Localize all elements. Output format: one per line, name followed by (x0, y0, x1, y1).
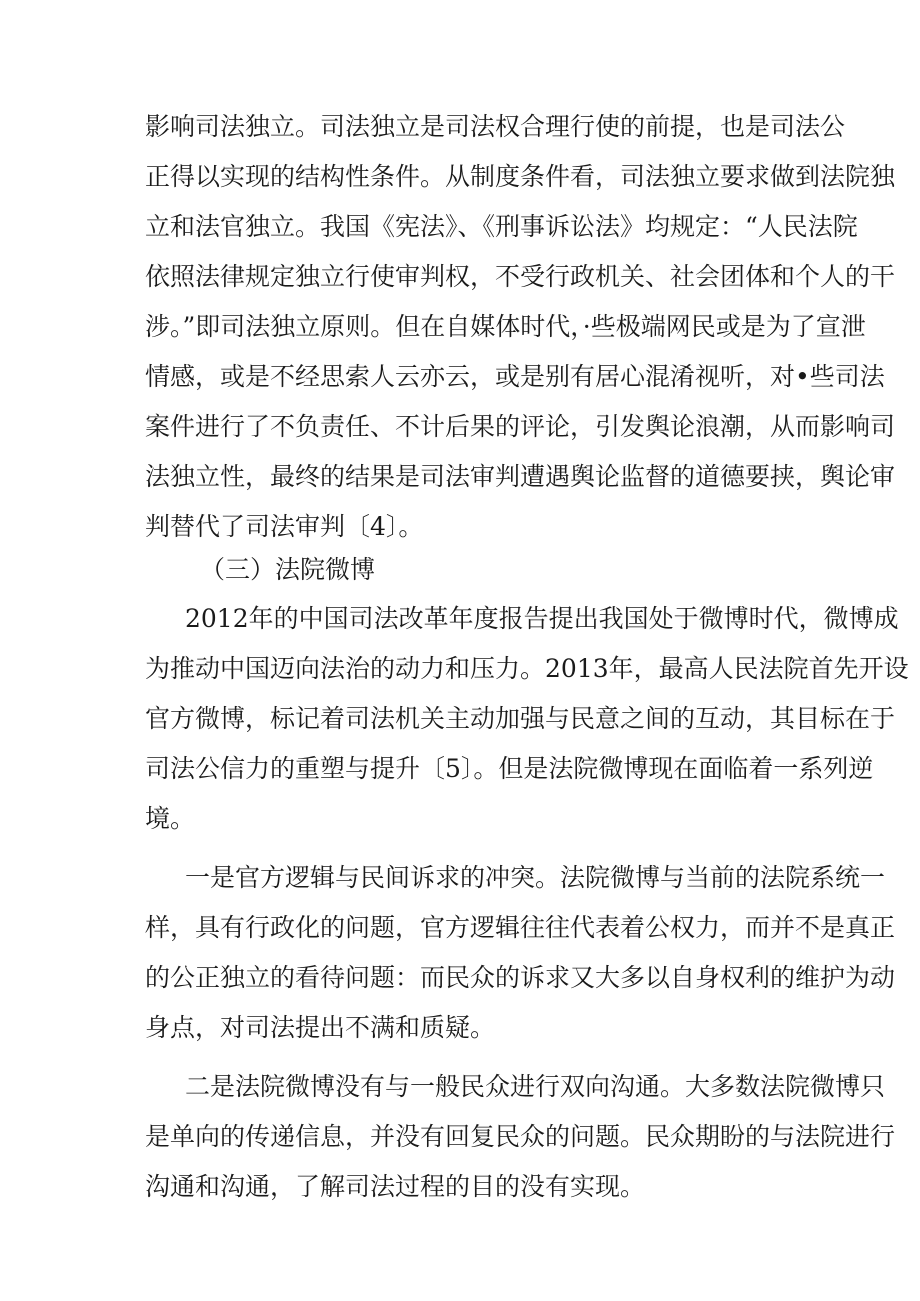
paragraph-2-line-5: 境。 (145, 804, 196, 833)
paragraph-2-line-2: 为推动中国迈向法治的动力和压力。2013年，最高人民法院首先开设 (145, 654, 909, 683)
paragraph-2-line-4: 司法公信力的重塑与提升〔5〕。但是法院微博现在面临着一系列逆 (145, 754, 874, 783)
paragraph-1-line-9: 判替代了司法审判〔4〕。 (145, 512, 424, 541)
paragraph-2-line-3: 官方微博，标记着司法机关主动加强与民意之间的互动，其目标在于 (145, 704, 896, 733)
paragraph-2-line-1: 2012年的中国司法改革年度报告提出我国处于微博时代，微博成 (185, 604, 899, 633)
paragraph-1-line-4: 依照法律规定独立行使审判权，不受行政机关、社会团体和个人的干 (145, 262, 896, 291)
paragraph-4-line-1: 二是法院微博没有与一般民众进行双向沟通。大多数法院微博只 (185, 1072, 886, 1101)
paragraph-1-line-3: 立和法官独立。我国《宪法》、《刑事诉讼法》均规定：“人民法院 (145, 212, 858, 241)
section-heading: （三）法院微博 (200, 555, 376, 584)
paragraph-3-line-2: 样，具有行政化的问题，官方逻辑往往代表着公权力，而并不是真正 (145, 913, 896, 942)
paragraph-4-line-2: 是单向的传递信息，并没有回复民众的问题。民众期盼的与法院进行 (145, 1122, 896, 1151)
paragraph-1-line-2: 正得以实现的结构性条件。从制度条件看，司法独立要求做到法院独 (145, 162, 896, 191)
paragraph-1-line-8: 法独立性，最终的结果是司法审判遭遇舆论监督的道德要挟，舆论审 (145, 462, 896, 491)
paragraph-1-line-6: 情感，或是不经思索人云亦云，或是别有居心混淆视听，对•些司法 (145, 362, 885, 391)
paragraph-3-line-1: 一是官方逻辑与民间诉求的冲突。法院微博与当前的法院系统一 (185, 863, 886, 892)
paragraph-1-line-1: 影响司法独立。司法独立是司法权合理行使的前提，也是司法公 (145, 112, 846, 141)
paragraph-3-line-3: 的公正独立的看待问题：而民众的诉求又大多以自身权利的维护为动 (145, 963, 896, 992)
paragraph-3-line-4: 身点，对司法提出不满和质疑。 (145, 1013, 496, 1042)
paragraph-4-line-3: 沟通和沟通，了解司法过程的目的没有实现。 (145, 1172, 646, 1201)
paragraph-1-line-7: 案件进行了不负责任、不计后果的评论，引发舆论浪潮，从而影响司 (145, 412, 896, 441)
paragraph-1-line-5: 涉。”即司法独立原则。但在自媒体时代，·些极端网民或是为了宣泄 (145, 312, 866, 341)
